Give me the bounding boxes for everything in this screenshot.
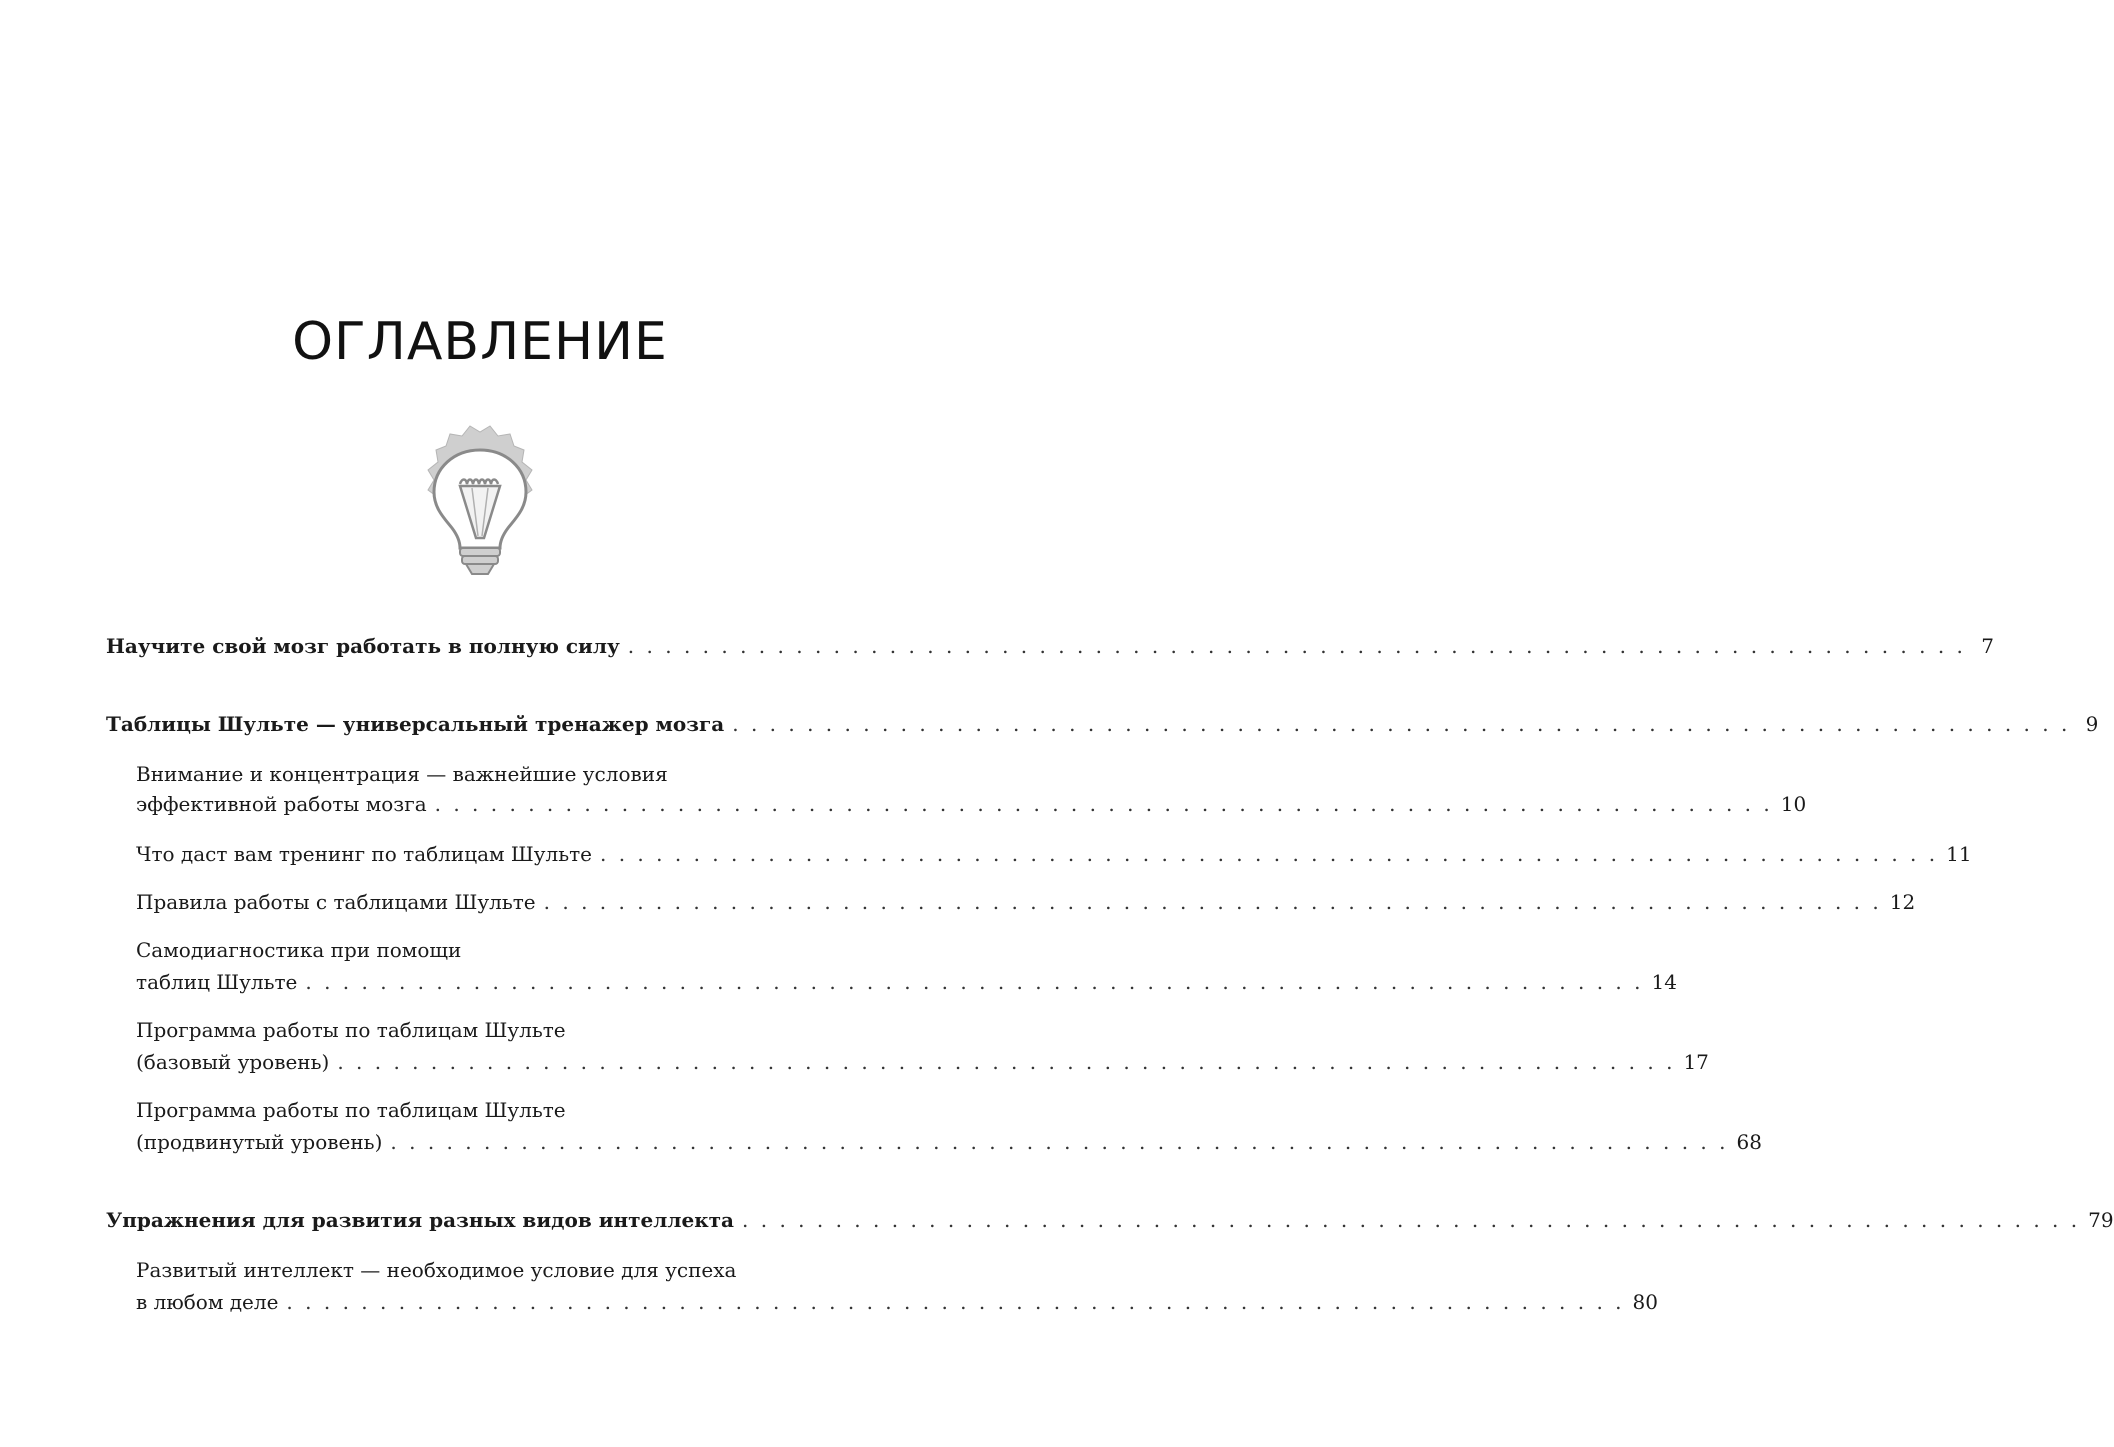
toc-subentry-program-advanced[interactable] [136, 1128, 1762, 1156]
toc-entry-title: Что даст вам тренинг по таблицам Шульте [136, 842, 592, 866]
toc-page-number: 79 [2088, 1208, 2114, 1232]
toc-page-number: 80 [1632, 1290, 1658, 1314]
toc-subentry-line1: Самодиагностика при помощи [136, 938, 462, 962]
toc-entry-title: Упражнения для развития разных видов интеллекта [106, 1208, 735, 1232]
toc-subentry-program-basic[interactable] [136, 1048, 1709, 1076]
toc-subentry-line1: Программа работы по таблицам Шульте [136, 1018, 566, 1042]
toc-subentry-rules[interactable] [136, 888, 1916, 916]
dot-leader: . . . . . . . . . . . . . . . . . . . . . . . . . . . . . . . . . . . . . . . . . . . . . . . . . . . . . . . . . . . . . . . . . . . . . . . . [627, 634, 1966, 658]
dot-leader: . . . . . . . . . . . . . . . . . . . . . . . . . . . . . . . . . . . . . . . . . . . . . . . . . . . . . . . . . . . . . . . . . . . . . . . . [337, 1050, 1676, 1074]
dot-leader: . . . . . . . . . . . . . . . . . . . . . . . . . . . . . . . . . . . . . . . . . . . . . . . . . . . . . . . . . . . . . . . . . . . . . . . . [543, 890, 1882, 914]
dot-leader: . . . . . . . . . . . . . . . . . . . . . . . . . . . . . . . . . . . . . . . . . . . . . . . . . . . . . . . . . . . . . . . . . . . . . . . . [600, 842, 1939, 866]
lightbulb-icon [414, 420, 546, 582]
toc-entry-title: таблиц Шульте [136, 970, 298, 994]
toc-entry-title: в любом деле [136, 1290, 279, 1314]
toc-entry-title: Научите свой мозг работать в полную силу [106, 634, 620, 658]
toc-entry-title: (продвинутый уровень) [136, 1130, 383, 1154]
toc-subentry-developed-intellect[interactable] [136, 1288, 1658, 1316]
dot-leader: . . . . . . . . . . . . . . . . . . . . . . . . . . . . . . . . . . . . . . . . . . . . . . . . . . . . . . . . . . . . . . . . . . . . . . . . [390, 1130, 1729, 1154]
toc-subentry-line1: Внимание и концентрация — важнейшие условия [136, 762, 668, 786]
dot-leader: . . . . . . . . . . . . . . . . . . . . . . . . . . . . . . . . . . . . . . . . . . . . . . . . . . . . . . . . . . . . . . . . . . . . . . . . [305, 970, 1644, 994]
toc-entry-title: эффективной работы мозга [136, 792, 427, 816]
toc-entry-title: (базовый уровень) [136, 1050, 330, 1074]
dot-leader: . . . . . . . . . . . . . . . . . . . . . . . . . . . . . . . . . . . . . . . . . . . . . . . . . . . . . . . . . . . . . . . . . . . . . . . . [732, 712, 2071, 736]
toc-subentry-training-benefits[interactable] [136, 840, 1972, 868]
toc-subentry-self-diagnostics[interactable] [136, 968, 1677, 996]
toc-page-number: 12 [1889, 890, 1916, 914]
page-title: ОГЛАВЛЕНИЕ [292, 312, 668, 372]
toc-page-number: 14 [1651, 970, 1677, 994]
toc-subentry-attention[interactable] [136, 790, 1807, 818]
toc-subentry-line1: Развитый интеллект — необходимое условие для успеха [136, 1258, 737, 1282]
dot-leader: . . . . . . . . . . . . . . . . . . . . . . . . . . . . . . . . . . . . . . . . . . . . . . . . . . . . . . . . . . . . . . . . . . . . . . . . [286, 1290, 1625, 1314]
toc-page-number: 17 [1683, 1050, 1709, 1074]
toc-subentry-line1: Программа работы по таблицам Шульте [136, 1098, 566, 1122]
dot-leader: . . . . . . . . . . . . . . . . . . . . . . . . . . . . . . . . . . . . . . . . . . . . . . . . . . . . . . . . . . . . . . . . . . . . . . . . [434, 792, 1773, 816]
toc-page-number: 11 [1946, 842, 1972, 866]
toc-page-number: 68 [1736, 1130, 1762, 1154]
toc-entry-title: Таблицы Шульте — универсальный тренажер мозга [106, 712, 725, 736]
toc-entry-intellect-exercises[interactable] [106, 1206, 2114, 1234]
toc-entry-schulte-tables[interactable] [106, 710, 2099, 738]
toc-page-number: 9 [2085, 712, 2099, 736]
toc-page-number: 10 [1780, 792, 1807, 816]
toc-entry-brain-full-power[interactable] [106, 632, 1994, 660]
dot-leader: . . . . . . . . . . . . . . . . . . . . . . . . . . . . . . . . . . . . . . . . . . . . . . . . . . . . . . . . . . . . . . . . . . . . . . . . [742, 1208, 2081, 1232]
toc-entry-title: Правила работы с таблицами Шульте [136, 890, 536, 914]
toc-page-number: 7 [1981, 634, 1994, 658]
